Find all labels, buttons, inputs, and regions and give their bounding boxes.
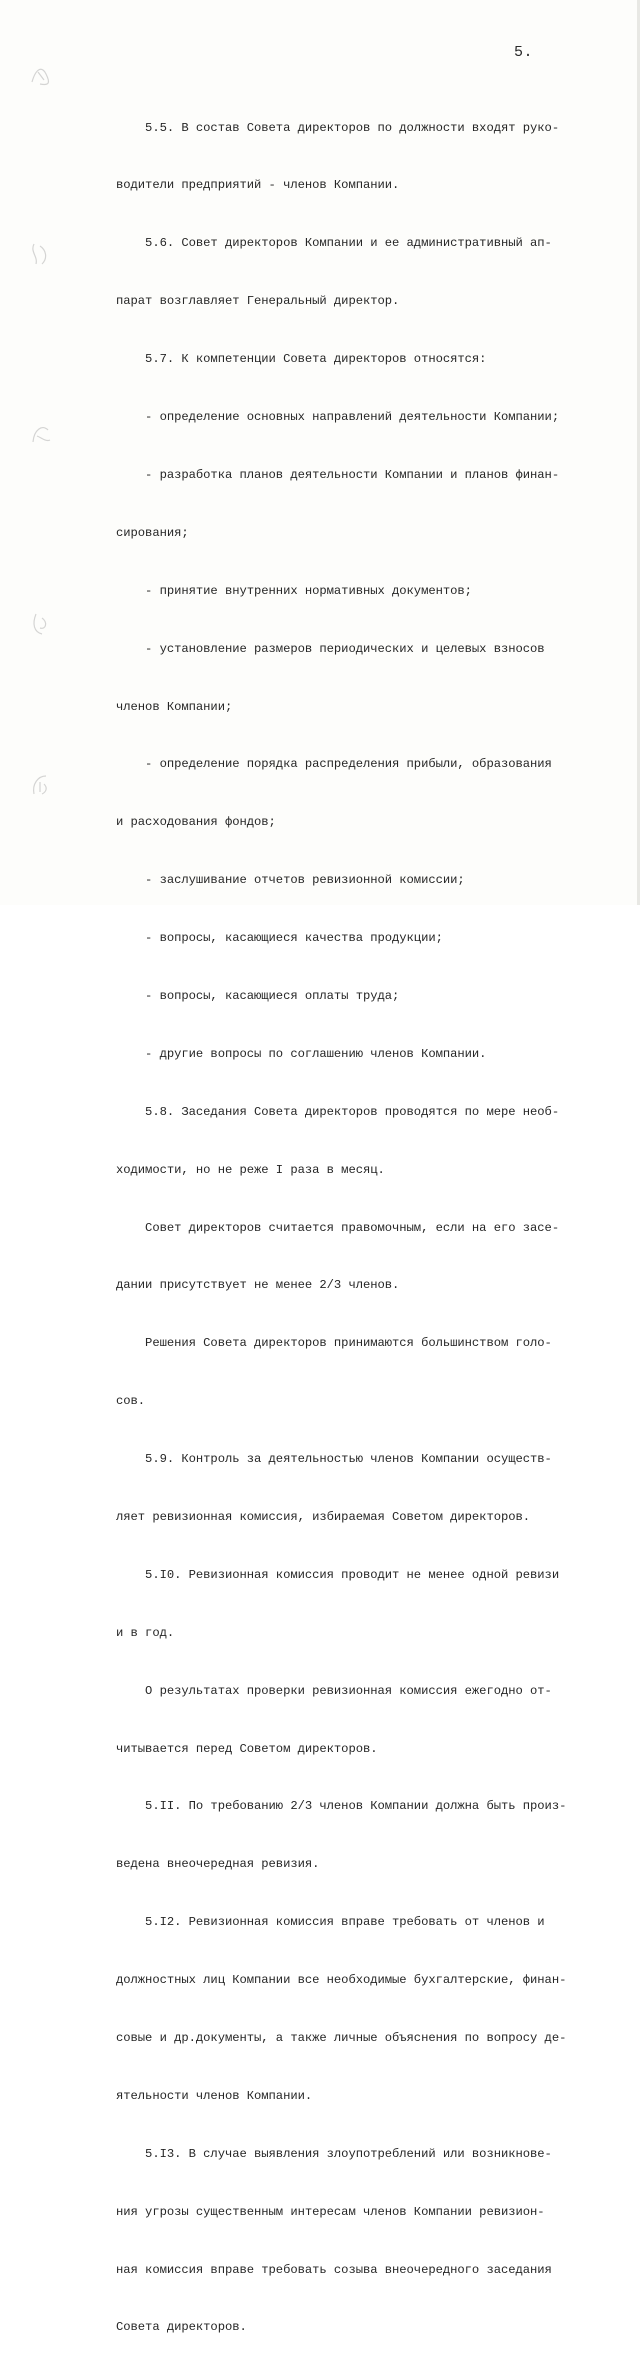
text-line: читывается перед Советом директоров. xyxy=(116,1741,378,1756)
text-line: Совета директоров. xyxy=(116,2320,247,2335)
text-line: 5.I0. Ревизионная комиссия проводит не менее одной ревизи xyxy=(116,1567,560,1582)
text-line: - другие вопросы по соглашению членов Компании. xyxy=(116,1046,487,1061)
text-line: и в год. xyxy=(116,1625,175,1640)
text-line: дании присутствует не менее 2/3 членов. xyxy=(116,1278,400,1293)
text-line: - принятие внутренних нормативных документов; xyxy=(116,583,472,598)
document-body xyxy=(116,80,606,2376)
text-line: водители предприятий - членов Компании. xyxy=(116,178,400,193)
text-line: ведена внеочередная ревизия. xyxy=(116,1857,320,1872)
text-line: ния угрозы существенным интересам членов Компании ревизион- xyxy=(116,2204,545,2219)
text-line: - вопросы, касающиеся оплаты труда; xyxy=(116,988,400,1003)
text-line: 5.5. В состав Совета директоров по должности входят руко- xyxy=(116,120,560,135)
text-line: Совет директоров считается правомочным, если на его засе- xyxy=(116,1220,560,1235)
text-line: совые и др.документы, а также личные объяснения по вопросу де- xyxy=(116,2030,567,2045)
text-line: - заслушивание отчетов ревизионной комиссии; xyxy=(116,873,465,888)
text-line: ятельности членов Компании. xyxy=(116,2088,313,2103)
text-line: 5.9. Контроль за деятельностью членов Компании осуществ- xyxy=(116,1452,552,1467)
text-line: - определение основных направлений деятельности Компании; xyxy=(116,410,560,425)
text-line: Решения Совета директоров принимаются большинством голо- xyxy=(116,1336,552,1351)
page-number: 5. xyxy=(514,44,534,61)
text-line: 5.II. По требованию 2/3 членов Компании должна быть произ- xyxy=(116,1799,567,1814)
text-line: 5.7. К компетенции Совета директоров относятся: xyxy=(116,352,487,367)
text-line: - вопросы, касающиеся качества продукции; xyxy=(116,931,443,946)
margin-stamp-mark xyxy=(28,610,54,638)
text-line: ная комиссия вправе требовать созыва внеочередного заседания xyxy=(116,2262,552,2277)
text-line: 5.I2. Ревизионная комиссия вправе требовать от членов и xyxy=(116,1915,545,1930)
text-line: членов Компании; xyxy=(116,699,233,714)
text-line: ляет ревизионная комиссия, избираемая Советом директоров. xyxy=(116,1509,531,1524)
text-line: - разработка планов деятельности Компании и планов финан- xyxy=(116,467,560,482)
text-line: О результатах проверки ревизионная комиссия ежегодно от- xyxy=(116,1683,552,1698)
text-line: и расходования фондов; xyxy=(116,815,276,830)
margin-stamp-mark xyxy=(28,240,54,268)
text-line: 5.6. Совет директоров Компании и ее административный ап- xyxy=(116,236,552,251)
text-line: - определение порядка распределения прибыли, образования xyxy=(116,757,552,772)
margin-stamp-mark xyxy=(28,62,54,90)
text-line: сов. xyxy=(116,1394,146,1409)
text-line: - установление размеров периодических и целевых взносов xyxy=(116,641,545,656)
text-line: 5.I3. В случае выявления злоупотреблений или возникнове- xyxy=(116,2146,552,2161)
text-line: ходимости, но не реже I раза в месяц. xyxy=(116,1162,385,1177)
margin-stamp-mark xyxy=(28,770,54,798)
text-line: должностных лиц Компании все необходимые бухгалтерские, финан- xyxy=(116,1973,567,1988)
margin-stamp-mark xyxy=(28,420,54,448)
text-line: сирования; xyxy=(116,525,189,540)
text-line: парат возглавляет Генеральный директор. xyxy=(116,294,400,309)
text-line: 5.8. Заседания Совета директоров проводятся по мере необ- xyxy=(116,1104,560,1119)
